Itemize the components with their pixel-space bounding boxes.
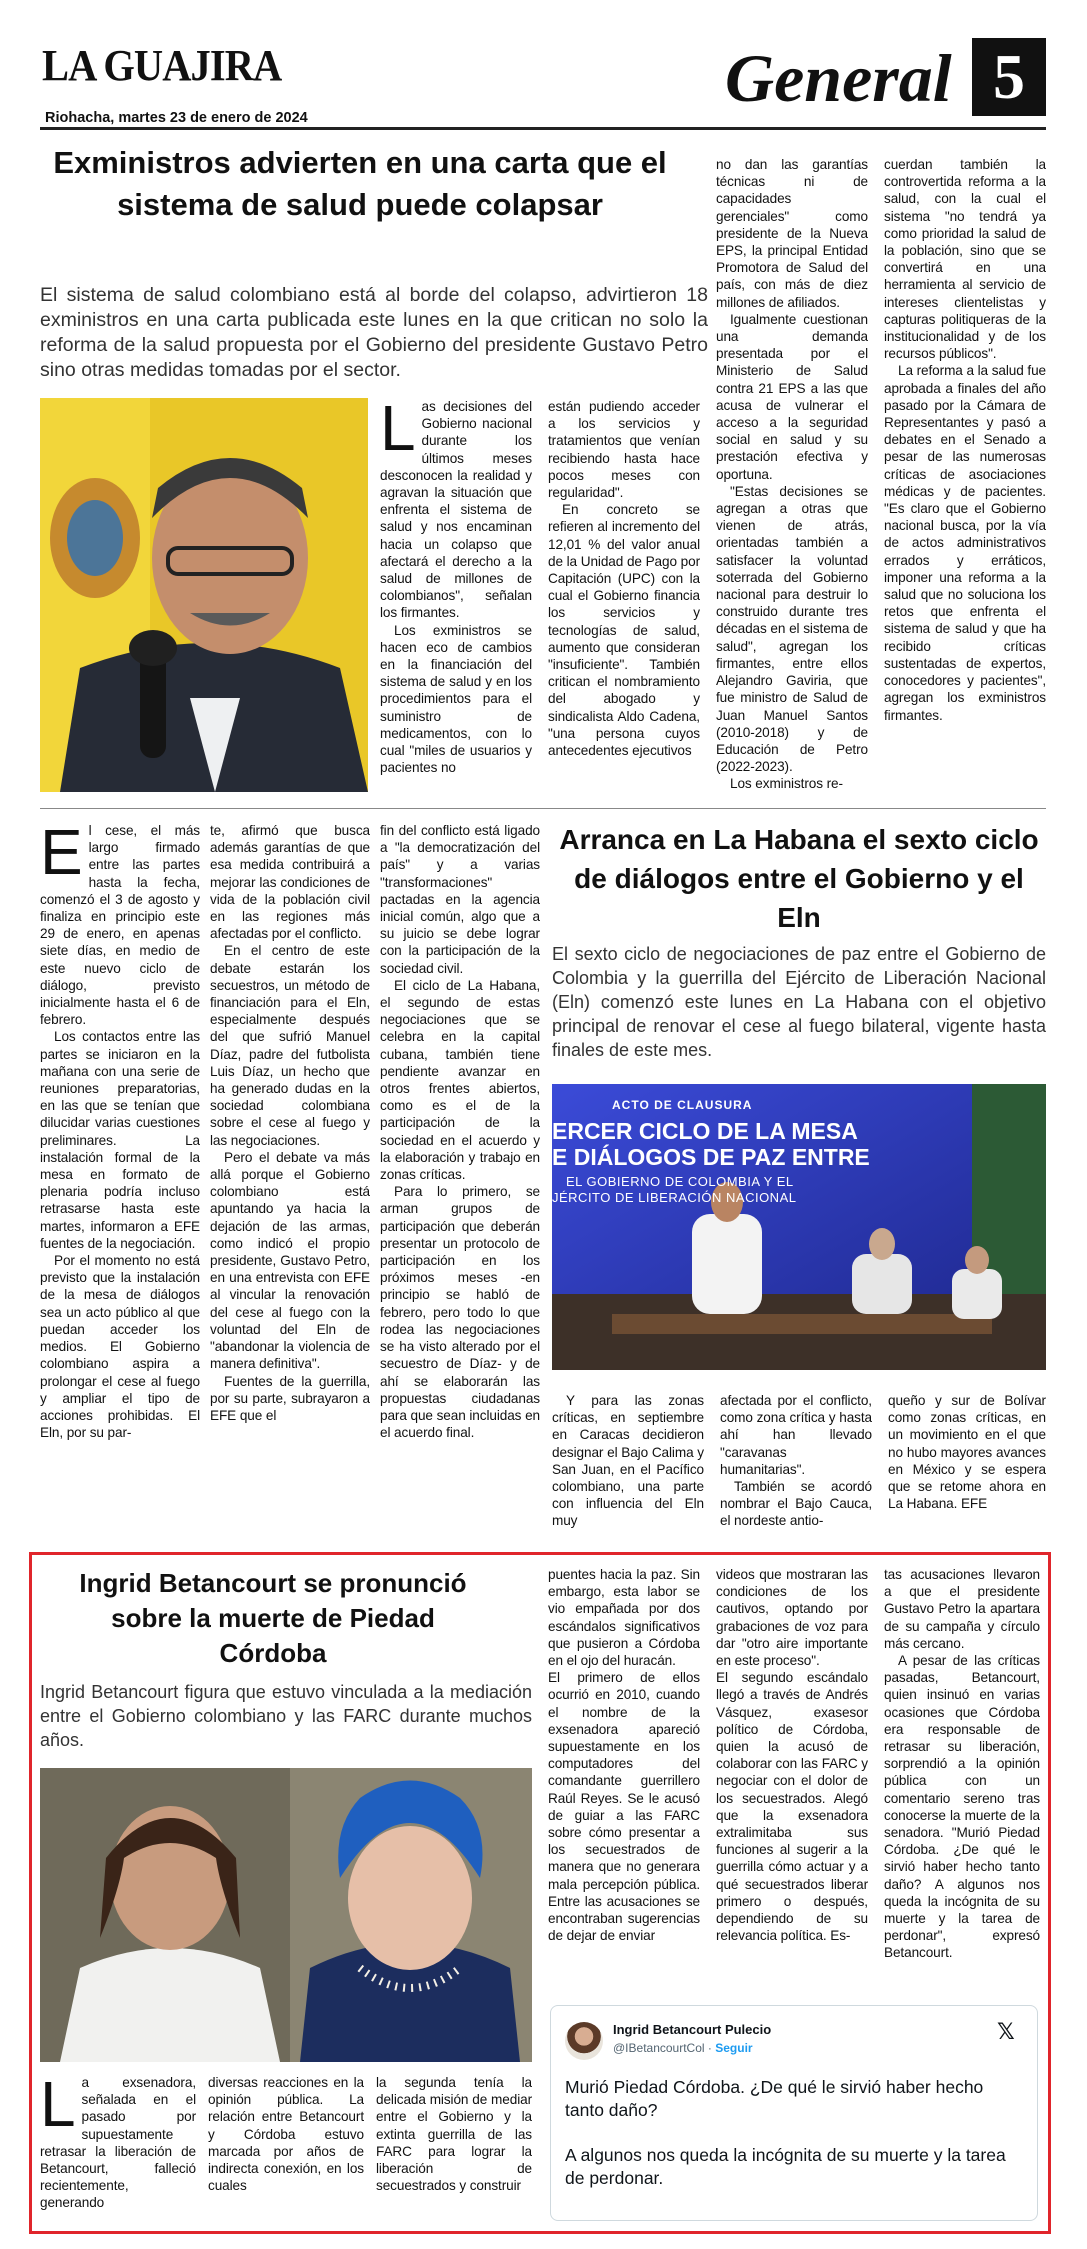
tweet-author-name[interactable]: Ingrid Betancourt Pulecio bbox=[613, 2022, 772, 2037]
two-women-illustration bbox=[40, 1768, 532, 2062]
tweet-text-line-1: Murió Piedad Córdoba. ¿De qué le sirvió haber hecho tanto daño? bbox=[565, 2077, 984, 2120]
article2-column-4: Y para las zonas críticas, en septiembre en Caracas decidieron designar el Bajo Calima y San Juan, en el Pacífico colombiano, una parte con influencia del Eln muy bbox=[552, 1393, 704, 1529]
article3-column-3: la segunda tenía la delicada misión de mediar entre el Gobierno y la extinta guerrilla de las FARC para lograr la liberación de secuestrados y construir bbox=[376, 2075, 532, 2194]
banner-line-4: JÉRCITO DE LIBERACIÓN NACIONAL bbox=[552, 1190, 797, 1205]
article2-headline: Arranca en La Habana el sexto ciclo de diálogos entre el Gobierno y el Eln bbox=[559, 824, 1039, 933]
portrait-illustration bbox=[40, 398, 368, 792]
masthead bbox=[0, 0, 1087, 130]
article3-column-6: tas acusaciones llevaron a que el presidente Gustavo Petro la apartara de su campaña y círculo más cercano. A pesar de las críticas pasadas, Betancourt, quien insinuó en varias ocasiones que Córdoba era responsable de retrasar su liberación, sorprendió a la opinión pública con un comentario sereno tras conocerse la muerte de la senadora. "Murió Piedad Córdoba. ¿De qué le sirvió haber hecho tanto daño? A algunos nos queda la incógnita de su muerte y la tarea de perdonar", expresó Betancourt. bbox=[884, 1567, 1040, 1961]
banner-small: ACTO DE CLAUSURA bbox=[612, 1098, 753, 1112]
article3-column-1: L a exsenadora, señalada en el pasado por supuestamente retrasar la liberación de Betancourt, falleció recientemente, generando bbox=[40, 2074, 196, 2211]
article3-drop-cap: L bbox=[40, 2074, 76, 2140]
article2-deck: El sexto ciclo de negociaciones de paz entre el Gobierno de Colombia y la guerrilla del Ejército de Liberación Nacional (Eln) comenzó este lunes en La Habana con el objetivo principal de renovar el cese al fuego bilateral, vigente hasta finales de este mes. bbox=[552, 944, 1046, 1060]
article3-column-5: videos que mostraran las condiciones de los cautivos, optando por grabaciones de voz para dar "otro aire importante en este proceso". El segundo escándalo llegó a través de Andrés Vásquez, exasesor político de Córdoba, quien la acusó de colaborar con las FARC y negociar con el dolor de los secuestrados. Alegó que la exsenadora extralimitaba sus funciones al sugerir a la guerrilla cómo actuar y a qué secuestrados liberar primero o después, dependiendo de su relevancia política. Es- bbox=[716, 1567, 868, 1944]
avatar[interactable] bbox=[565, 2022, 603, 2060]
newspaper-logo: LA GUAJIRA bbox=[42, 41, 282, 90]
article2-column-1: E l cese, el más largo firmado entre las partes hasta la fecha, comenzó el 3 de agosto y finaliza en principio este 29 de enero, en apenas siete días, en medio de este nuevo ciclo de diálogo, previsto inicialmente hasta el 6 de febrero. Los contactos entre las partes se iniciaron en la mañana con una serie de reuniones preparatorias, en las que se tenían que dilucidar varias cuestiones preliminares. La instalación formal de la mesa en formato de plenaria podría incluso retrasarse hasta este martes, informaron a EFE fuentes de la negociación. Por el momento no está previsto que la instalación de la mesa de diálogos sea un acto público al que puedan acceder los medios. El Gobierno colombiano aspira a prolongar el cese al fuego y ampliar el tipo de acciones prohibidas. El Eln, por su par- bbox=[40, 822, 200, 1441]
tweet-text-line-2: A algunos nos queda la incógnita de su muerte y la tarea de perdonar. bbox=[565, 2145, 1006, 2188]
dateline: Riohacha, martes 23 de enero de 2024 bbox=[45, 110, 308, 126]
article2-column-5: afectada por el conflicto, como zona crítica y hasta ahí han llevado "caravanas humanitarias". También se acordó nombrar el Bajo Cauca, el nordeste antio- bbox=[720, 1393, 872, 1529]
article1-column-4: cuerdan también la controvertida reforma a la salud, con la cual el sistema "no tendrá ya como prioridad la salud de la población, sino que se convertirá en una herramienta al servicio de intereses clientelistas y capturas politiqueras de la institucionalidad y de los recursos públicos". La reforma a la salud fue aprobada a finales del año pasado por la Cámara de Representantes y pasó a debates en el Senado a pesar de las numerosas críticas de asociaciones médicas y de pacientes. "Es claro que el Gobierno nacional busca, por la vía de actos administrativos errados y erráticos, imponer una reforma a la salud que no soluciona los retos que enfrenta el sistema de salud y que ha recibido críticas sustentadas de expertos, conocedores y pacientes", agregan los exministros firmantes. bbox=[884, 157, 1046, 723]
banner-line-1: ERCER CICLO DE LA MESA bbox=[552, 1118, 858, 1144]
article2-column-2: te, afirmó que busca además garantías de que esa medida contribuirá a mejorar las condiciones de vida de la población civil en las regiones más afectadas por el conflicto. En el centro de este debate estarán los secuestros, un método de financiación para el Eln, especialmente después del que sufrió Manuel Díaz, padre del futbolista Luis Díaz, un hecho que ha generado dudas en la sociedad colombiana sobre el cese al fuego y las negociaciones. Pero el debate va más allá porque el Gobierno colombiano está apuntando ya hacia la dejación de las armas, como indicó el propio presidente, Gustavo Petro, en una entrevista con EFE al vincular la renovación del cese al fuego con la voluntad del Eln de "abandonar la violencia de manera definitiva". Fuentes de la guerrilla, por su parte, subrayaron a EFE que el bbox=[210, 823, 370, 1423]
banner-line-3: EL GOBIERNO DE COLOMBIA Y EL bbox=[566, 1174, 794, 1189]
tweet-handle-row bbox=[613, 2041, 753, 2055]
tweet-handle[interactable]: @IBetancourtCol bbox=[613, 2041, 705, 2055]
banner-line-2: E DIÁLOGOS DE PAZ ENTRE bbox=[552, 1144, 870, 1170]
article1-column-3: no dan las garantías técnicas ni de capacidades gerenciales" como presidente de la Nueva EPS, la principal Entidad Promotora de Salud del país, con más de diez millones de afiliados. Igualmente cuestionan una demanda presentada por el Ministerio de Salud contra 21 EPS a las que acusa de vulnerar el acceso a la seguridad social en salud y su prestación efectiva y oportuna. "Estas decisiones se agregan a otras que vienen de atrás, orientadas también a satisfacer la voluntad soterrada del Gobierno nacional para destruir lo construido durante tres décadas en el sistema de salud", agregan los firmantes, entre ellos Alejandro Gaviria, que fue ministro de Salud de Juan Manuel Santos (2010-2018) y de Educación de Petro (2022-2023). Los exministros re- bbox=[716, 157, 868, 792]
article1-headline: Exministros advierten en una carta que el sistema de salud puede colapsar bbox=[53, 145, 667, 222]
article2-column-3: fin del conflicto está ligado a "la democratización del país" y a varias "transformaciones" pactadas en la agencia inicial común, algo que a su juicio se debe lograr con la participación de la sociedad civil. El ciclo de La Habana, el segundo de estas negociaciones que se celebra en la capital cubana, también tiene pendiente avanzar en otros frentes abiertos, como es el de la participación de la sociedad en el acuerdo y la elaboración y trabajo en zonas críticas. Para lo primero, se arman grupos de participación que deberán presentar un protocolo de participación en los próximos meses -en principio se habló de febrero, pero todo lo que rodea las negociaciones se ha visto alterado por el secuestro de Díaz- y de ahí se elaborarán las propuestas ciudadanas para que sean incluidas en el acuerdo final. bbox=[380, 823, 540, 1441]
article3-headline: Ingrid Betancourt se pronunció sobre la muerte de Piedad Córdoba bbox=[79, 1568, 467, 1668]
article1-column-2: están pudiendo acceder a los servicios y tratamientos que venían recibiendo hasta hace pocos meses con regularidad". En concreto se refieren al incremento del 12,01 % del valor anual de la Unidad de Pago por Capitación (UPC) con la cual el Gobierno financia los servicios y tecnologías de salud, aumento que consideran "insuficiente". También critican el nombramiento del abogado y sindicalista Aldo Cadena, "una persona cuyos antecedentes ejecutivos bbox=[548, 399, 700, 759]
article1-column-1: L as decisiones del Gobierno nacional durante los últimos meses desconocen la realidad y agravan la situación que enfrenta el sistema de salud y nos encaminan hacia un colapso que afectará el derecho a la salud de millones de colombianos", señalan los firmantes. Los exministros se hacen eco de cambios en la financiación del sistema de salud y en los procedimientos para el suministro de medicamentos, con lo cual "miles de usuarios y pacientes no bbox=[380, 398, 532, 776]
havana-dialogue-photo bbox=[552, 1084, 1046, 1370]
x-logo-icon[interactable]: 𝕏 bbox=[997, 2020, 1015, 2045]
tweet-separator: · bbox=[707, 2041, 712, 2055]
article1-deck: El sistema de salud colombiano está al borde del colapso, advirtieron 18 exministros en una carta publicada este lunes en la que critican no solo la reforma de la salud propuesta por el Gobierno del presidente Gustavo Petro sino otras medidas tomadas por el sector. bbox=[40, 284, 708, 381]
section-divider-1 bbox=[40, 808, 1046, 809]
article2-drop-cap: E bbox=[40, 822, 83, 888]
article3-column-2: diversas reacciones en la opinión pública. La relación entre Betancourt y Córdoba estuvo marcada por años de indirecta conexión, en los cuales bbox=[208, 2075, 364, 2194]
article1-drop-cap: L bbox=[380, 398, 416, 464]
page-number: 5 bbox=[972, 38, 1046, 116]
section-title: General bbox=[725, 40, 952, 116]
article3-column-4: puentes hacia la paz. Sin embargo, esta labor se vio empañada por dos escándalos significativos que pusieron a Córdoba en el ojo del huracán. El primero de ellos ocurrió en 2010, cuando el nombre de la exsenadora apareció supuestamente en los computadores del comandante guerrillero Raúl Reyes. Se le acusó de guiar a las FARC sobre cómo presentar a los secuestrados de manera que no generara mala percepción pública. Entre las acusaciones se encontraban sugerencias de dejar de enviar bbox=[548, 1567, 700, 1944]
betancourt-cordoba-photo bbox=[40, 1768, 532, 2062]
article3-deck: Ingrid Betancourt figura que estuvo vinculada a la mediación entre el Gobierno colombiano y las FARC durante muchos años. bbox=[40, 1682, 532, 1750]
follow-link[interactable]: Seguir bbox=[715, 2041, 753, 2055]
petro-photo bbox=[40, 398, 368, 792]
article2-column-6: queño y sur de Bolívar como zonas críticas, en un movimiento en el que no hubo mayores avances en México y se espera que se retome ahora en La Habana. EFE bbox=[888, 1393, 1046, 1512]
masthead-rule bbox=[40, 127, 1046, 130]
tweet-embed[interactable] bbox=[550, 2005, 1038, 2221]
